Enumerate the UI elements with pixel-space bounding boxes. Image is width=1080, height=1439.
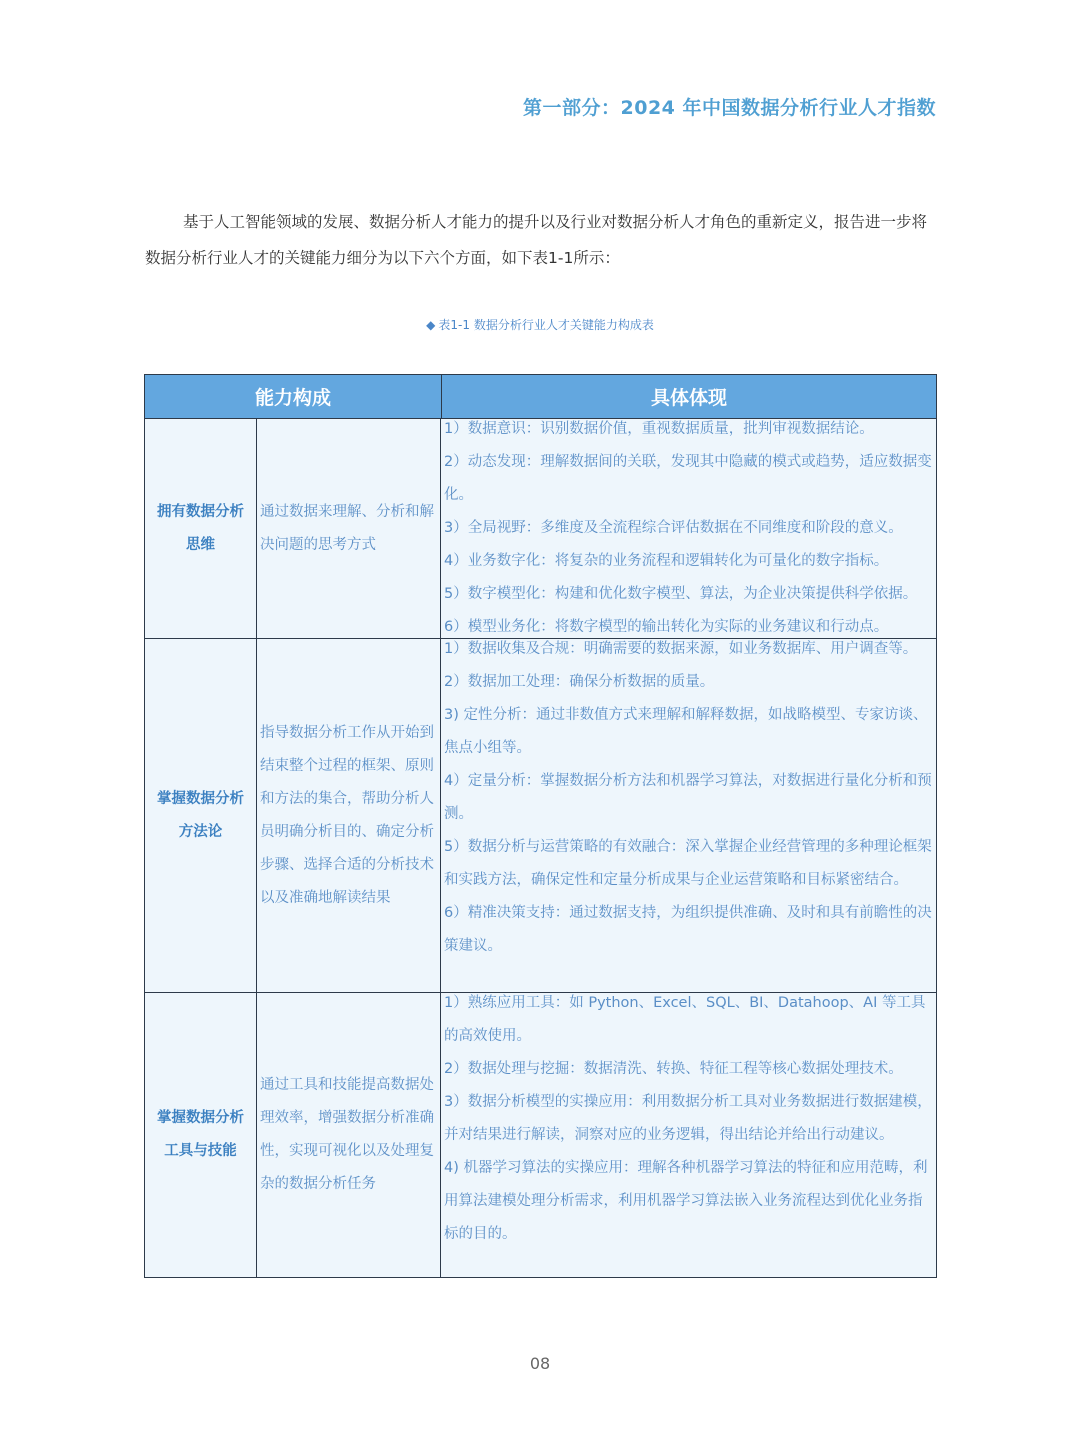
- ability-name: 掌握数据分析方法论: [145, 639, 257, 992]
- ability-description: 通过工具和技能提高数据处理效率，增强数据分析准确性，实现可视化以及处理复杂的数据分析任务: [257, 993, 441, 1277]
- diamond-marker-icon: ◆: [426, 318, 436, 332]
- list-item: 6）精准决策支持：通过数据支持，为组织提供准确、及时和具有前瞻性的决策建议。: [444, 905, 932, 954]
- table-row: [145, 993, 936, 1277]
- ability-items: [441, 413, 936, 638]
- ability-name: 掌握数据分析工具与技能: [145, 993, 257, 1277]
- list-item: 6）模型业务化：将数字模型的输出转化为实际的业务建议和行动点。: [444, 619, 889, 635]
- page-number: 08: [529, 1354, 551, 1373]
- ability-items: [441, 987, 936, 1277]
- ability-table: [144, 374, 937, 1278]
- ability-description: 指导数据分析工作从开始到结束整个过程的框架、原则和方法的集合，帮助分析人员明确分析目的、确定分析步骤、选择合适的分析技术以及准确地解读结果: [257, 639, 441, 992]
- list-item: 3）全局视野：多维度及全流程综合评估数据在不同维度和阶段的意义。: [444, 520, 903, 536]
- list-item: 1）熟练应用工具：如 Python、Excel、SQL、BI、Datahoop、AI 等工具的高效使用。: [444, 995, 926, 1044]
- ability-name: 拥有数据分析思维: [145, 419, 257, 638]
- list-item: 1）数据意识：识别数据价值，重视数据质量，批判审视数据结论。: [444, 421, 874, 437]
- list-item: 4）业务数字化：将复杂的业务流程和逻辑转化为可量化的数字指标。: [444, 553, 889, 569]
- list-item: 2）数据加工处理：确保分析数据的质量。: [444, 674, 715, 690]
- header-specific-manifestation: 具体体现: [650, 387, 727, 409]
- page-header-title: 第一部分：2024 年中国数据分析行业人才指数: [523, 97, 936, 119]
- intro-paragraph: 基于人工智能领域的发展、数据分析人才能力的提升以及行业对数据分析人才角色的重新定义，报告进一步将数据分析行业人才的关键能力细分为以下六个方面，如下表1-1所示：: [145, 213, 928, 267]
- table-row: [145, 639, 936, 993]
- ability-description: 通过数据来理解、分析和解决问题的思考方式: [257, 419, 441, 638]
- table-caption: [0, 316, 1080, 333]
- list-item: 2）数据处理与挖掘：数据清洗、转换、特征工程等核心数据处理技术。: [444, 1061, 903, 1077]
- list-item: 2）动态发现：理解数据间的关联，发现其中隐藏的模式或趋势，适应数据变化。: [444, 454, 932, 503]
- list-item: 4）定量分析：掌握数据分析方法和机器学习算法，对数据进行量化分析和预测。: [444, 773, 932, 822]
- list-item: 5）数字模型化：构建和优化数字模型、算法，为企业决策提供科学依据。: [444, 586, 918, 602]
- list-item: 5）数据分析与运营策略的有效融合：深入掌握企业经营管理的多种理论框架和实践方法，确保定性和定量分析成果与企业运营策略和目标紧密结合。: [444, 839, 932, 888]
- list-item: 3) 定性分析：通过非数值方式来理解和解释数据，如战略模型、专家访谈、焦点小组等。: [444, 707, 928, 756]
- header-ability-composition: 能力构成: [145, 375, 442, 418]
- table-row: [145, 419, 936, 639]
- table-caption-text: 表1-1 数据分析行业人才关键能力构成表: [438, 318, 654, 332]
- list-item: 1）数据收集及合规：明确需要的数据来源，如业务数据库、用户调查等。: [444, 641, 918, 657]
- list-item: 4) 机器学习算法的实操应用：理解各种机器学习算法的特征和应用范畴，利用算法建模处理分析需求，利用机器学习算法嵌入业务流程达到优化业务指标的目的。: [444, 1160, 928, 1242]
- ability-items: [441, 633, 936, 992]
- list-item: 3）数据分析模型的实操应用：利用数据分析工具对业务数据进行数据建模，并对结果进行解读，洞察对应的业务逻辑，得出结论并给出行动建议。: [444, 1094, 932, 1143]
